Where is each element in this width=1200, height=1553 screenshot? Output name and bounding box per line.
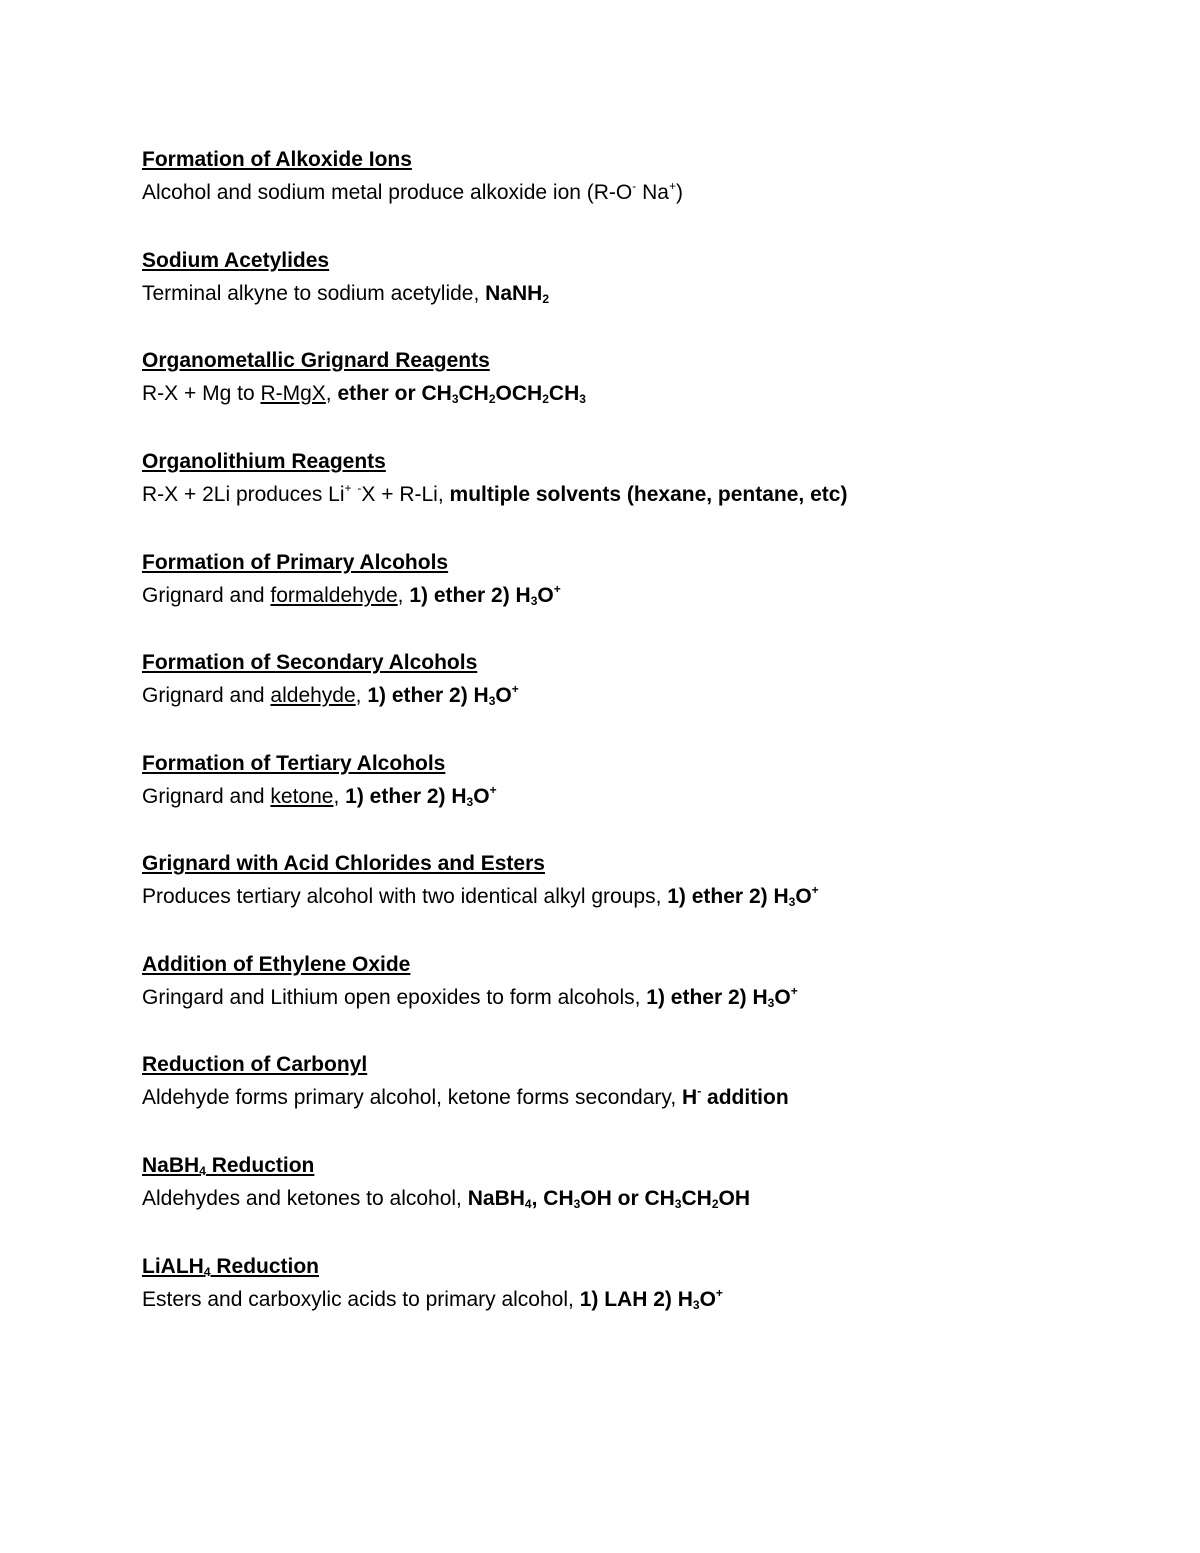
reaction-section	[142, 246, 1142, 309]
section-description	[142, 581, 1142, 611]
text-run: 1) ether 2) H	[409, 584, 531, 607]
text-run: , CH	[531, 1187, 574, 1210]
section-description	[142, 1184, 1142, 1214]
section-heading: Formation of Tertiary Alcohols	[142, 752, 446, 775]
text-run: O	[473, 785, 490, 808]
text-run: ,	[397, 584, 410, 607]
text-run: OH or CH	[580, 1187, 675, 1210]
section-description	[142, 1285, 1142, 1315]
text-run: NaBH	[142, 1154, 200, 1177]
text-run: 1) ether 2) H	[345, 785, 467, 808]
text-run: R-X + 2Li produces Li	[142, 483, 345, 506]
section-description	[142, 681, 1142, 711]
text-run: NaNH	[485, 282, 543, 305]
text-run: X + R-Li,	[361, 483, 450, 506]
text-run: OH	[718, 1187, 751, 1210]
text-run: 3	[530, 594, 538, 608]
text-run: 2	[711, 1197, 719, 1211]
text-run: 4	[199, 1164, 206, 1178]
text-run: formaldehyde	[270, 584, 398, 607]
text-run: OCH	[495, 382, 543, 405]
text-run: CH	[548, 382, 580, 405]
text-run: 1) ether 2) H	[646, 986, 768, 1009]
text-run: 3	[767, 996, 775, 1010]
section-description	[142, 379, 1142, 409]
text-run: +	[811, 883, 819, 897]
section-heading: Organometallic Grignard Reagents	[142, 349, 490, 372]
text-run: -	[632, 179, 637, 193]
section-heading: Addition of Ethylene Oxide	[142, 953, 411, 976]
text-run: multiple solvents (hexane, pentane, etc)	[449, 483, 848, 506]
text-run: NaBH	[467, 1187, 525, 1210]
text-run: H	[682, 1086, 698, 1109]
text-run: +	[668, 179, 676, 193]
reaction-section	[142, 648, 1142, 711]
text-run: 2	[488, 392, 496, 406]
reaction-section	[142, 749, 1142, 812]
reaction-section	[142, 346, 1142, 409]
text-run: ketone	[270, 785, 334, 808]
text-run: ,	[325, 382, 338, 405]
text-run: 1) ether 2) H	[667, 885, 789, 908]
text-run: aldehyde	[270, 684, 356, 707]
text-run: Terminal alkyne to sodium acetylide,	[142, 282, 486, 305]
text-run: 3	[692, 1298, 700, 1312]
section-description	[142, 882, 1142, 912]
text-run: Grignard and	[142, 584, 271, 607]
text-run: +	[715, 1286, 723, 1300]
text-run: +	[553, 582, 561, 596]
text-run: LiALH	[142, 1255, 204, 1278]
text-run: Grignard and	[142, 684, 271, 707]
text-run: Alcohol and sodium metal produce alkoxide ion (R-O	[142, 181, 633, 204]
text-run: CH	[458, 382, 489, 405]
text-run: Esters and carboxylic acids to primary alcohol,	[142, 1288, 580, 1311]
text-run: Aldehyde forms primary alcohol, ketone forms secondary,	[142, 1086, 683, 1109]
text-run: 3	[674, 1197, 682, 1211]
text-run: Na	[636, 181, 669, 204]
reaction-section	[142, 1252, 1142, 1315]
section-heading: Sodium Acetylides	[142, 249, 330, 272]
section-heading: Grignard with Acid Chlorides and Esters	[142, 852, 545, 875]
text-run: 3	[451, 392, 459, 406]
text-run: 3	[579, 392, 586, 406]
text-run: 4	[524, 1197, 532, 1211]
section-description	[142, 178, 1142, 208]
text-run: +	[489, 783, 497, 797]
text-run: 2	[542, 292, 550, 306]
text-run: Gringard and Lithium open epoxides to form alcohols,	[142, 986, 647, 1009]
reaction-section	[142, 447, 1142, 510]
text-run: O	[495, 684, 512, 707]
text-run: )	[675, 181, 683, 204]
section-heading: Reduction of Carbonyl	[142, 1053, 368, 1076]
text-run: +	[511, 682, 519, 696]
text-run: 4	[203, 1265, 211, 1279]
text-run: +	[344, 481, 352, 495]
section-description	[142, 782, 1142, 812]
text-run: +	[790, 984, 798, 998]
text-run: O	[537, 584, 554, 607]
section-heading	[142, 1252, 1142, 1282]
text-run: 2	[542, 392, 549, 406]
section-description	[142, 1083, 1142, 1113]
section-description	[142, 480, 1142, 510]
text-run: R-X + Mg to	[142, 382, 261, 405]
text-run: -	[697, 1084, 702, 1098]
text-run: Produces tertiary alcohol with two identical alkyl groups,	[142, 885, 668, 908]
section-heading: Formation of Alkoxide Ions	[142, 148, 412, 171]
reaction-section	[142, 849, 1142, 912]
section-heading: Formation of Primary Alcohols	[142, 551, 449, 574]
text-run: 3	[488, 694, 496, 708]
text-run: Aldehydes and ketones to alcohol,	[142, 1187, 468, 1210]
text-run: R-MgX	[260, 382, 326, 405]
text-run: Reduction	[205, 1154, 315, 1177]
reaction-section	[142, 1050, 1142, 1113]
section-heading: Organolithium Reagents	[142, 450, 386, 473]
reaction-section	[142, 145, 1142, 208]
text-run: 3	[466, 795, 474, 809]
text-run: O	[795, 885, 812, 908]
text-run: Reduction	[210, 1255, 320, 1278]
section-description	[142, 279, 1142, 309]
text-run: 3	[573, 1197, 581, 1211]
text-run: O	[699, 1288, 716, 1311]
text-run: ether or CH	[337, 382, 452, 405]
text-run: 1) ether 2) H	[367, 684, 489, 707]
section-description	[142, 983, 1142, 1013]
text-run: Grignard and	[142, 785, 271, 808]
text-run: O	[774, 986, 791, 1009]
text-run: ,	[355, 684, 368, 707]
text-run: ,	[333, 785, 346, 808]
reaction-section	[142, 950, 1142, 1013]
reaction-section	[142, 548, 1142, 611]
reaction-section	[142, 1151, 1142, 1214]
section-heading: Formation of Secondary Alcohols	[142, 651, 478, 674]
text-run: -	[357, 481, 362, 495]
text-run: 1) LAH 2) H	[579, 1288, 693, 1311]
text-run: CH	[681, 1187, 712, 1210]
text-run: 3	[788, 895, 796, 909]
text-run: addition	[701, 1086, 789, 1109]
section-heading	[142, 1151, 1142, 1181]
